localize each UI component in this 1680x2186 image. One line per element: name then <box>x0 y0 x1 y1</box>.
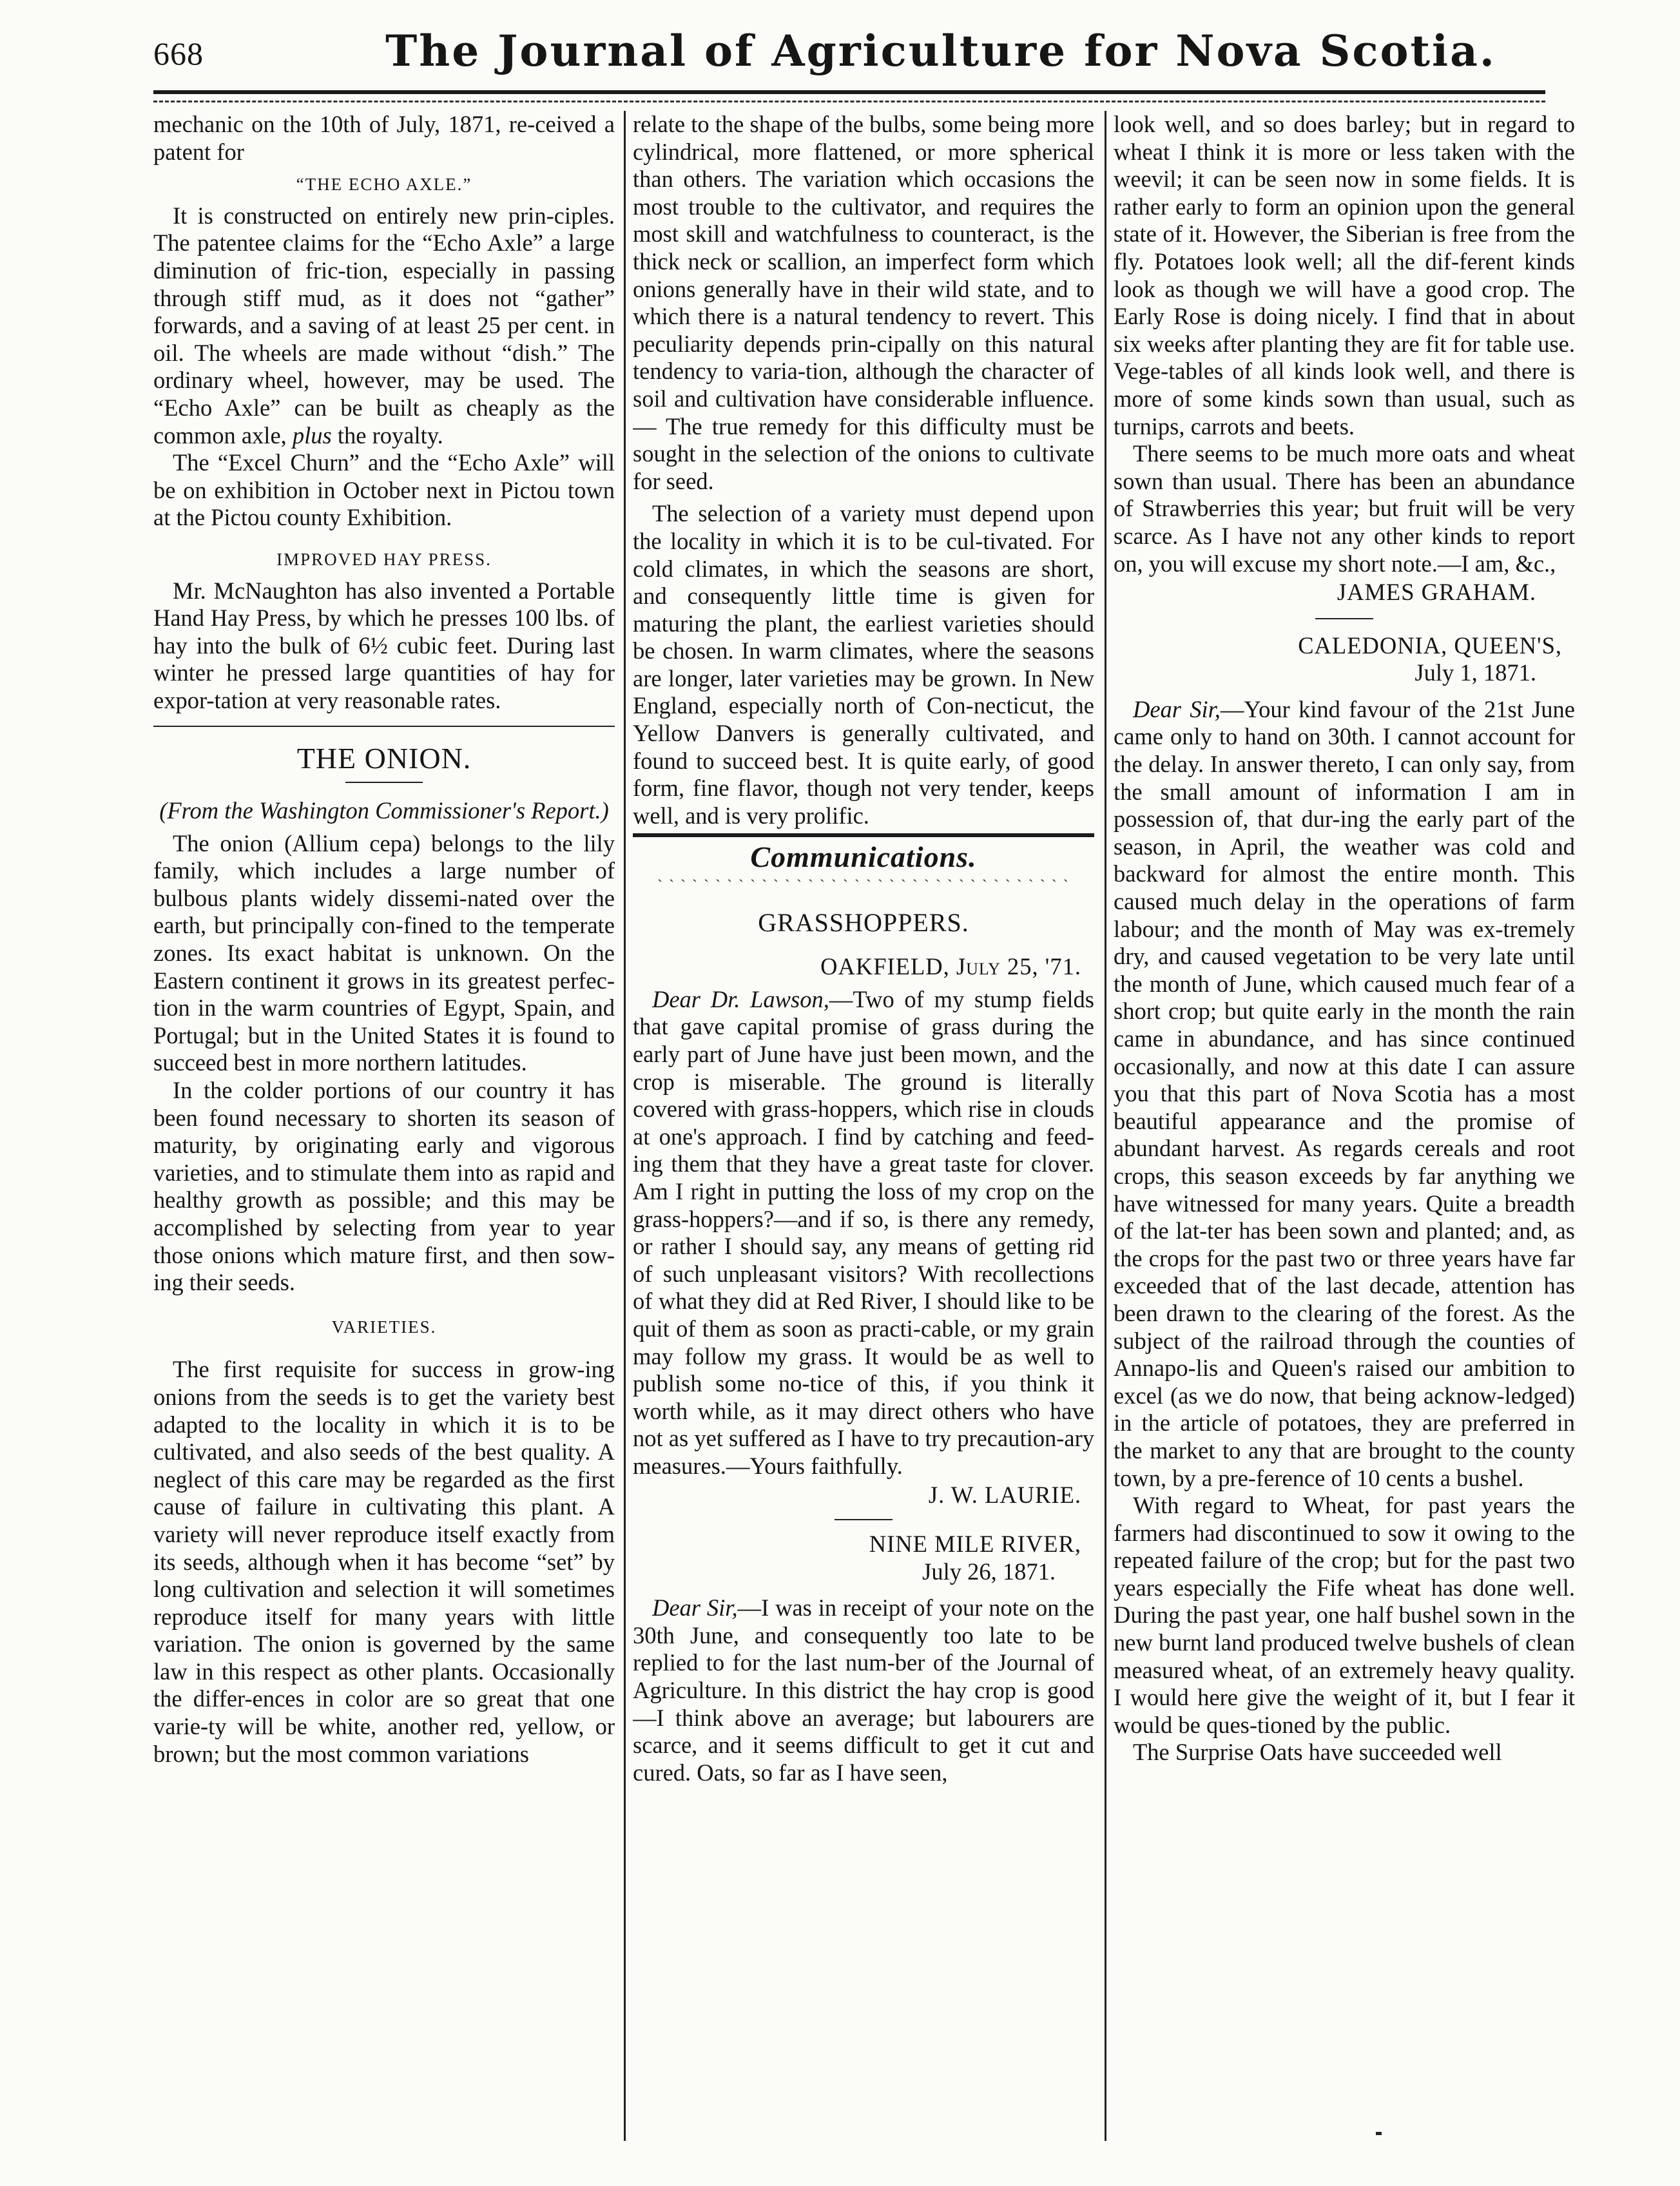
paragraph: Mr. McNaughton has also invented a Portable Hand Hay Press, by which he presses 100 lbs. of hay into the bulk of 6½ cubic feet. During last winter he pressed large quantities of hay for expor-tation at very reasonable rates. <box>153 577 615 713</box>
dateline: July 26, 1871. <box>922 1558 1056 1585</box>
dateline: OAKFIELD, July 25, '71. <box>820 953 1081 980</box>
paragraph: The onion (Allium cepa) belongs to the lily family, which includes a large number of bulbous plants widely dissemi-nated over the earth, but principally con-fined to the temperate zones. Its exact habitat is unknown. On the Eastern continent it grows in its greatest perfec-tion in the warm countries of Egypt, Spain, and Portugal; but in the United States it is found to succeed best in more northern latitudes. <box>153 829 615 1076</box>
header-dashed-rule <box>153 101 1545 102</box>
article-title-onion: THE ONION. <box>296 742 472 775</box>
paragraph <box>153 202 615 449</box>
paragraph: The Surprise Oats have succeeded well <box>1133 1739 1502 1766</box>
column-divider <box>1105 111 1106 2141</box>
letter-paragraph <box>633 1594 1094 1786</box>
paragraph: In the colder portions of our country it has been found necessary to shorten its season of maturity, by originating early and vigorous varieties, and to stimulate them into as rapid and healthy growth as possible; and this may be accomplished by selecting from year to year those onions which mature first, and then sow-ing their seeds. <box>153 1077 615 1296</box>
letter-text: —Two of my stump fields that gave capital promise of grass during the early part of June have just been mown, and the crop is miserable. The ground is literally covered with grass-hoppers, which rise in clouds at one's approach. I find by catching and feed-ing them that they have a great taste for clover. Am I right in putting the loss of my crop on the grass-hoppers?—and if so, is there any remedy, or rather I should say, any means of getting rid of such unpleasant visitors? With recollections of what they did at Red River, I should like to be quit of them as soon as practi-cable, or my grain may follow my grass. It would be as well to publish some no-tice of this, if you think it worth while, as it may direct others who have not as yet suffered as I have to try precaution-ary measures.—Yours faithfully. <box>633 985 1094 1479</box>
dateline: CALEDONIA, QUEEN'S, <box>1298 632 1562 659</box>
signature: JAMES GRAHAM. <box>1337 579 1536 606</box>
emphasis-text: plus <box>292 421 332 449</box>
subheading-echo-axle: “THE ECHO AXLE.” <box>296 175 472 195</box>
ink-mark <box>1376 2132 1382 2135</box>
short-rule <box>345 782 423 783</box>
paragraph: With regard to Wheat, for past years the farmers had discontinued to sow it owing to the repeated failure of the crop; but for the past two years especially the Fife wheat has done well. During the past year, one half bushel sown in the new burnt land produced twelve bushels of clean measured wheat, of an extremely heavy quality. I would here give the weight of it, but I fear it would be ques-tioned by the public. <box>1114 1492 1575 1738</box>
column-right <box>1114 111 1575 2134</box>
paragraph: mechanic on the 10th of July, 1871, re-ceived a patent for <box>153 111 615 165</box>
article-title-grasshoppers: GRASSHOPPERS. <box>758 907 969 937</box>
dateline: NINE MILE RIVER, <box>869 1531 1081 1558</box>
salutation: Dear Sir, <box>652 1594 738 1621</box>
subheading-varieties: VARIETIES. <box>331 1317 437 1337</box>
letter-paragraph <box>1114 696 1575 1492</box>
letter-text: —Your kind favour of the 21st June came only to hand on 30th. I cannot account for the delay. In answer thereto, I can only say, from the small amount of information I am in possession of, that dur-ing the early part of the season, in April, the weather was cold and backward for almost the entire month. This caused much delay in the operations of farm labour; and the month of May was ex-tremely dry, and caused vegetation to be very late until the month of June, which caused much fear of a short crop; but quite early in the month the rain came in abundance, and has since continued occasionally, and now at this date I can assure you that this part of Nova Scotia has a most beautiful appearance and the promise of abundant harvest. As regards cereals and root crops, this season exceeds by far anything we have witnessed for many years. Quite a breadth of the lat-ter has been sown and planted; and, as the crops for the past two or three years have far exceeded that of the last decade, attention has been drawn to the clearing of the forest. As the subject of the railroad through the counties of Annapo-lis and Queen's raised our ambition to excel (as we do now, that being acknow-ledged) in the article of potatoes, they are preferred in the market to any that are brought to the county town, by a pre-ference of 10 cents a bushel. <box>1114 695 1575 1491</box>
dateline: July 1, 1871. <box>1414 659 1536 686</box>
page-number: 668 <box>153 35 204 72</box>
journal-title: The Journal of Agriculture for Nova Scotia. <box>385 26 1496 76</box>
article-source: (From the Washington Commissioner's Report.) <box>159 797 609 824</box>
ornament-divider: ` ` ` ` ` ` ` ` ` ` ` ` ` ` ` ` ` ` ` ` ` ` ` ` ` ` ` ` ` ` ` ` ` ` ` ` <box>657 878 1070 895</box>
column-middle <box>633 111 1094 2134</box>
column-left <box>153 111 615 2134</box>
section-rule <box>153 726 615 727</box>
letter-paragraph <box>633 986 1094 1480</box>
salutation: Dear Sir, <box>1133 695 1221 722</box>
paragraph-text: the royalty. <box>337 421 443 449</box>
paragraph: look well, and so does barley; but in regard to wheat I think it is more or less taken with the weevil; it can be seen now in some fields. It is rather early to form an opinion upon the general state of it. However, the Siberian is free from the fly. Potatoes look well; all the dif-ferent kinds look as though we will have a good crop. The Early Rose is doing nicely. I find that in about six weeks after planting they are fit for table use. Vege-tables of all kinds look well, and there is more of some kinds sown than usual, such as turnips, carrots and beets. <box>1114 111 1575 440</box>
subheading-hay-press: IMPROVED HAY PRESS. <box>276 549 492 569</box>
section-rule-thick <box>633 833 1094 837</box>
column-divider <box>624 111 626 2141</box>
short-rule <box>835 1519 893 1520</box>
short-rule <box>1315 618 1373 619</box>
paragraph: The selection of a variety must depend upon the locality in which it is to be cul-tivated. For cold climates, in which the seasons are short, and consequently little time is given for maturing the plant, the earliest varieties should be chosen. In warm climates, where the seasons are longer, later varieties may be grown. In New England, especially north of Con-necticut, the Yellow Danvers is generally cultivated, and found to succeed best. It is quite early, of good form, fine flavor, though not very tender, keeps well, and is very prolific. <box>633 500 1094 829</box>
salutation: Dear Dr. Lawson, <box>652 985 829 1012</box>
section-title-communications: Communications. <box>750 840 977 874</box>
header-rule <box>153 90 1545 94</box>
paragraph: The “Excel Churn” and the “Echo Axle” will be on exhibition in October next in Pictou town at the Pictou county Exhibition. <box>153 449 615 531</box>
paragraph: relate to the shape of the bulbs, some being more cylindrical, more flattened, or more spherical than others. The variation which occasions the most trouble to the cultivator, and requires the most skill and watchfulness to counteract, is the thick neck or scallion, an imperfect form which onions generally have in their wild state, and to which there is a natural tendency to revert. This peculiarity depends prin-cipally on this natural tendency to varia-tion, although the character of soil and cultivation have considerable influence.— The true remedy for this difficulty must be sought in the selection of the onions to cultivate for seed. <box>633 111 1094 494</box>
paragraph-text: It is constructed on entirely new prin-ciples. The patentee claims for the “Echo Axle” a large diminution of fric-tion, especially in passing through stiff mud, as it does not “gather” forwards, and a saving of at least 25 per cent. in oil. The wheels are made without “dish.” The ordinary wheel, however, may be used. The “Echo Axle” can be built as cheaply as the common axle, <box>153 202 615 449</box>
paragraph: There seems to be much more oats and wheat sown than usual. There has been an abundance of Strawberries this year; but fruit will be very scarce. As I have not any other kinds to report on, you will excuse my short note.—I am, &c., <box>1114 440 1575 577</box>
signature: J. W. LAURIE. <box>928 1481 1081 1508</box>
letter-text: —I was in receipt of your note on the 30th June, and consequently too late to be replied to for the last num-ber of the Journal of Agriculture. In this district the hay crop is good—I think above an average; but labourers are scarce, and it seems difficult to get it cut and cured. Oats, so far as I have seen, <box>633 1594 1094 1786</box>
paragraph: The first requisite for success in grow-ing onions from the seeds is to get the variety best adapted to the locality in which it is to be cultivated, and also seeds of the best quality. A neglect of this care may be regarded as the first cause of failure in cultivating this plant. A variety will never reproduce itself exactly from its seeds, although when it has become “set” by long cultivation and selection it will sometimes reproduce itself for many years with little variation. The onion is governed by the same law in this respect as other plants. Occasionally the differ-ences in color are so great that one varie-ty will be white, another red, yellow, or brown; but the most common variations <box>153 1356 615 1767</box>
